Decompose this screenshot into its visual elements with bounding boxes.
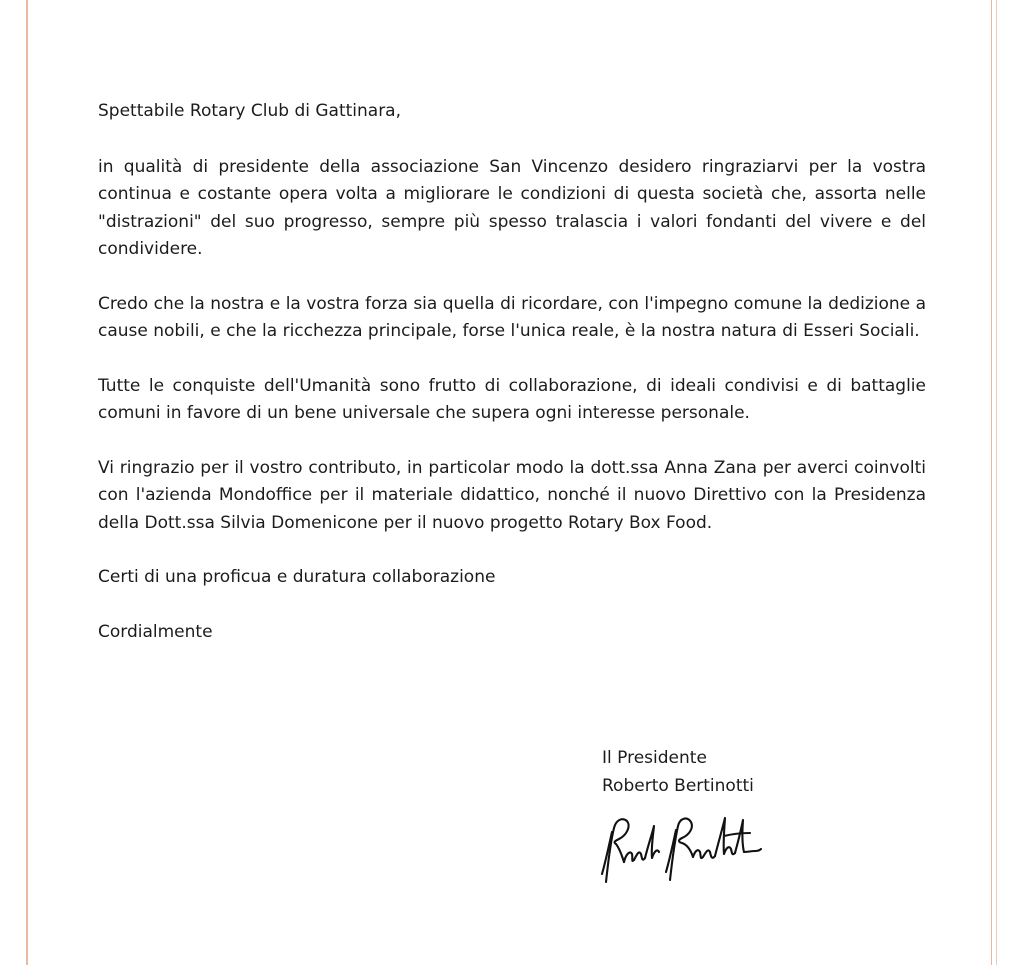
salutation: Spettabile Rotary Club di Gattinara,: [98, 101, 402, 121]
signature-block: [602, 744, 754, 800]
signer-title: Il Presidente: [602, 748, 707, 768]
paragraph-conquests: Tutte le conquiste dell'Umanità sono frutto di collaborazione, di ideali condivisi e di battaglie comuni in favore di un bene universale che supera ogni interesse personale.: [98, 375, 926, 423]
paragraph-contribution: Vi ringrazio per il vostro contributo, in particolar modo la dott.ssa Anna Zana per averci coinvolti con l'azienda Mondoffice per il materiale didattico, nonché il nuovo Direttivo con la Presidenza della Dott.ssa Silvia Domenicone per il nuovo progetto Rotary Box Food.: [98, 457, 926, 533]
page-border-right-outer: [996, 0, 997, 965]
handwritten-signature: [592, 800, 762, 896]
valediction: Cordialmente: [98, 621, 213, 642]
paragraph-thanks: in qualità di presidente della associazione San Vincenzo desidero ringraziarvi per la vostra continua e costante opera volta a migliorare le condizioni di questa società che, assorta nelle "distrazioni" del suo progresso, sempre più spesso tralascia i valori fondanti del vivere e del condividere.: [98, 156, 926, 259]
signer-name: Roberto Bertinotti: [602, 776, 754, 796]
page-border-right-inner: [991, 0, 992, 965]
closing-line: Certi di una proficua e duratura collaborazione: [98, 567, 496, 587]
paragraph-strength: Credo che la nostra e la vostra forza sia quella di ricordare, con l'impegno comune la dedizione a cause nobili, e che la ricchezza principale, forse l'unica reale, è la nostra natura di Esseri Sociali.: [98, 293, 926, 341]
letter-body: [98, 98, 926, 646]
page-border-left: [26, 0, 28, 965]
